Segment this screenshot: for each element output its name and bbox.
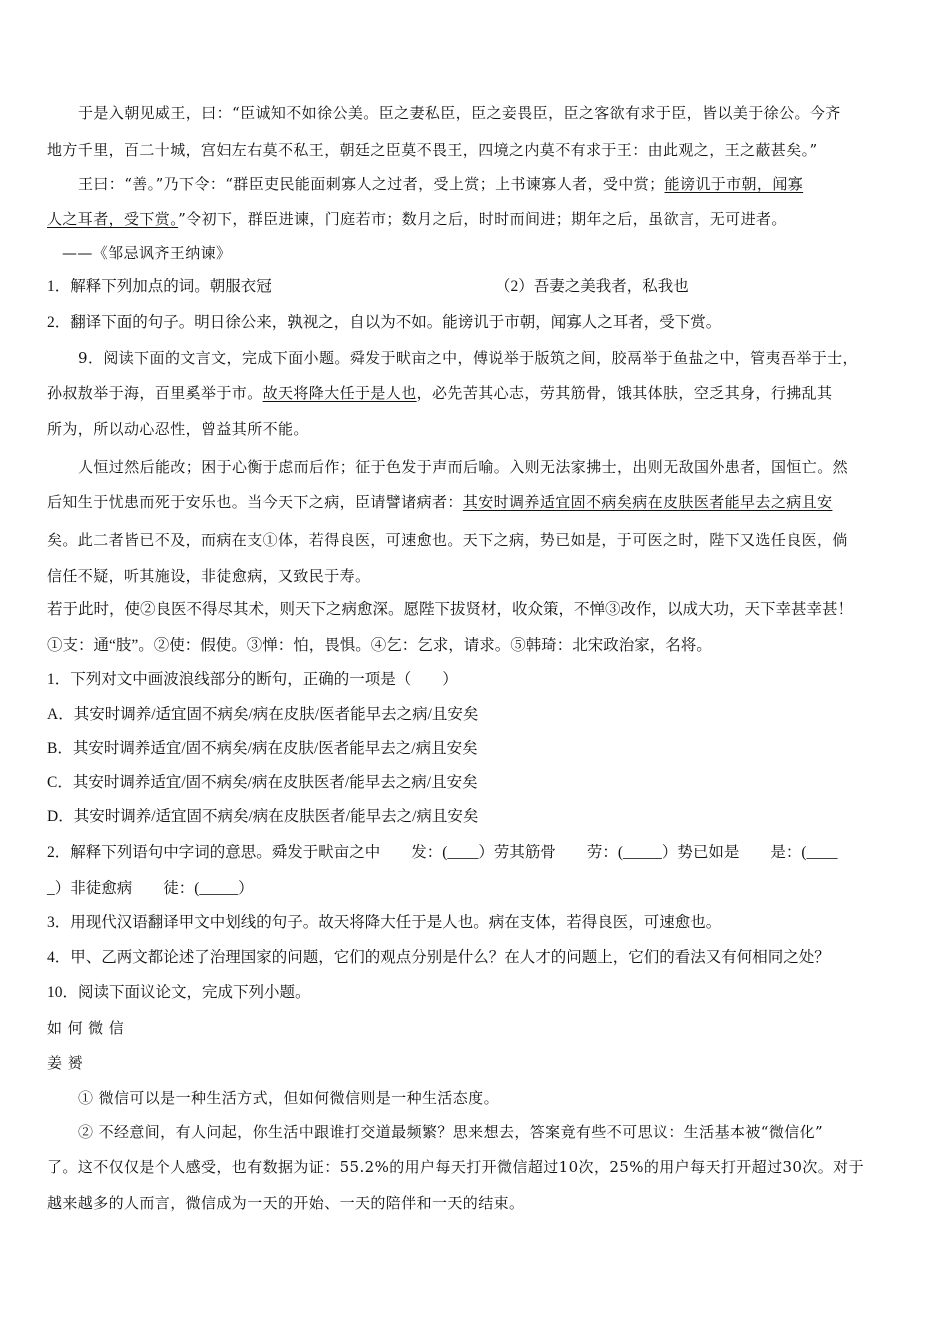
- q9-line: [47, 383, 832, 403]
- q9-line: 若于此时，使②良医不得尽其术，则天下之病愈深。愿陛下拔贤材，收众策，不惮③改作，以成大功，天下幸甚幸甚！: [47, 601, 854, 618]
- q9-line: 矣。此二者皆已不及，而病在支①体，若得良医，可速愈也。天下之病，势已如是，于可医之时，陛下又选任良医，倘: [47, 531, 848, 549]
- article-paragraph-2: ② 不经意间，有人问起，你生活中跟谁打交道最频繁？思来想去，答案竟有些不可思议：生活基本被“微信化”: [78, 1123, 824, 1141]
- text-span: 孙叔敖举于海，百里奚举于市。: [47, 384, 263, 402]
- passage-a-line: 于是入朝见威王，曰：“臣诚知不如徐公美。臣之妻私臣，臣之妾畏臣，臣之客欲有求于臣，皆以美于徐公。今齐: [78, 104, 841, 122]
- wavy-underlined-sentence: 其安时调养适宜固不病矣病在皮肤医者能早去之病且安: [462, 493, 833, 511]
- option-b: B．其安时调养适宜/固不病矣/病在皮肤/医者能早去之/病且安矣: [47, 740, 478, 757]
- q8-sub1-b: （2）吾妻之美我者，私我也: [495, 278, 689, 295]
- q9-sub3: 3．用现代汉语翻译甲文中划线的句子。故天将降大任于是人也。病在支体，若得良医，可速愈也。: [47, 914, 722, 931]
- q8-sub2: 2．翻译下面的句子。明日徐公来，孰视之，自以为不如。能谤讥于市朝，闻寡人之耳者，受下赏。: [47, 314, 722, 331]
- passage-a-line: 地方千里，百二十城，宫妇左右莫不私王，朝廷之臣莫不畏王，四境之内莫不有求于王：由此观之，王之蔽甚矣。”: [47, 141, 818, 159]
- text-span: 王曰：“善。”乃下令：“群臣吏民能面刺寡人之过者，受上赏；上书谏寡人者，受中赏；: [78, 175, 665, 193]
- q9-line: 人恒过然后能改；困于心衡于虑而后作；征于色发于声而后喻。入则无法家拂士，出则无敌国外患者，国恒亡。然: [78, 458, 849, 476]
- annotation-notes: ①支：通“肢”。②使：假使。③惮：怕，畏惧。④乞：乞求，请求。⑤韩琦：北宋政治家，名将。: [47, 637, 712, 654]
- passage-a-line: [78, 174, 803, 194]
- text-span: ，必先苦其心志，劳其筋骨，饿其体肤，空乏其身，行拂乱其: [416, 384, 833, 402]
- article-author: 姜 赟: [47, 1054, 83, 1072]
- q8-sub1: [47, 277, 689, 297]
- q9-line: 9．阅读下面的文言文，完成下面小题。舜发于畎亩之中，傅说举于版筑之间，胶鬲举于鱼盐之中，管夷吾举于士，: [78, 349, 858, 367]
- q9-sub1: 1．下列对文中画波浪线部分的断句，正确的一项是（ ）: [47, 671, 458, 688]
- q9-line: 信任不疑，听其施设，非徒愈病，又致民于寿。: [47, 567, 371, 585]
- article-paragraph-1: ① 微信可以是一种生活方式，但如何微信则是一种生活态度。: [78, 1089, 499, 1107]
- option-c: C．其安时调养适宜/固不病矣/病在皮肤医者/能早去之病/且安矣: [47, 774, 478, 791]
- option-a: A．其安时调养/适宜固不病矣/病在皮肤/医者能早去之病/且安矣: [47, 706, 479, 723]
- article-paragraph-2-cont: 越来越多的人而言，微信成为一天的开始、一天的陪伴和一天的结束。: [47, 1194, 525, 1212]
- q8-sub1-a: 1．解释下列加点的词。朝服衣冠: [47, 278, 272, 295]
- option-d: D．其安时调养/适宜固不病矣/病在皮肤医者/能早去之/病且安矣: [47, 808, 479, 825]
- article-title: 如 何 微 信: [47, 1019, 125, 1037]
- text-span: 后知生于忧患而死于安乐也。当今天下之病，臣请譬诸病者：: [47, 493, 463, 511]
- article-paragraph-2-cont: 了。这不仅仅是个人感受，也有数据为证：55.2%的用户每天打开微信超过10次，25%的用户每天打开超过30次。对于: [47, 1158, 864, 1176]
- underlined-sentence: 故天将降大任于是人也: [262, 384, 417, 402]
- underlined-sentence: 人之耳者，受下赏。: [47, 210, 179, 228]
- text-span: ”令初下，群臣进谏，门庭若市；数月之后，时时而间进；期年之后，虽欲言，无可进者。: [178, 210, 787, 228]
- underlined-sentence: 能谤讥于市朝，闻寡: [664, 175, 804, 193]
- q9-line: 所为，所以动心忍性，曾益其所不能。: [47, 420, 309, 438]
- q9-sub4: 4．甲、乙两文都论述了治理国家的问题，它们的观点分别是什么？在人才的问题上，它们的看法又有何相同之处？: [47, 949, 830, 966]
- q10-intro: 10．阅读下面议论文，完成下列小题。: [47, 984, 311, 1001]
- q9-sub2-cont: _）非徒愈病 徒：(_____）: [47, 880, 254, 897]
- source-citation: ——《邹忌讽齐王纳谏》: [62, 244, 232, 262]
- passage-a-line: [47, 209, 787, 229]
- q9-line: [47, 492, 832, 512]
- q9-sub2: 2．解释下列语句中字词的意思。舜发于畎亩之中 发：(____）劳其筋骨 劳：(_____）势已如是 是：(____: [47, 844, 838, 861]
